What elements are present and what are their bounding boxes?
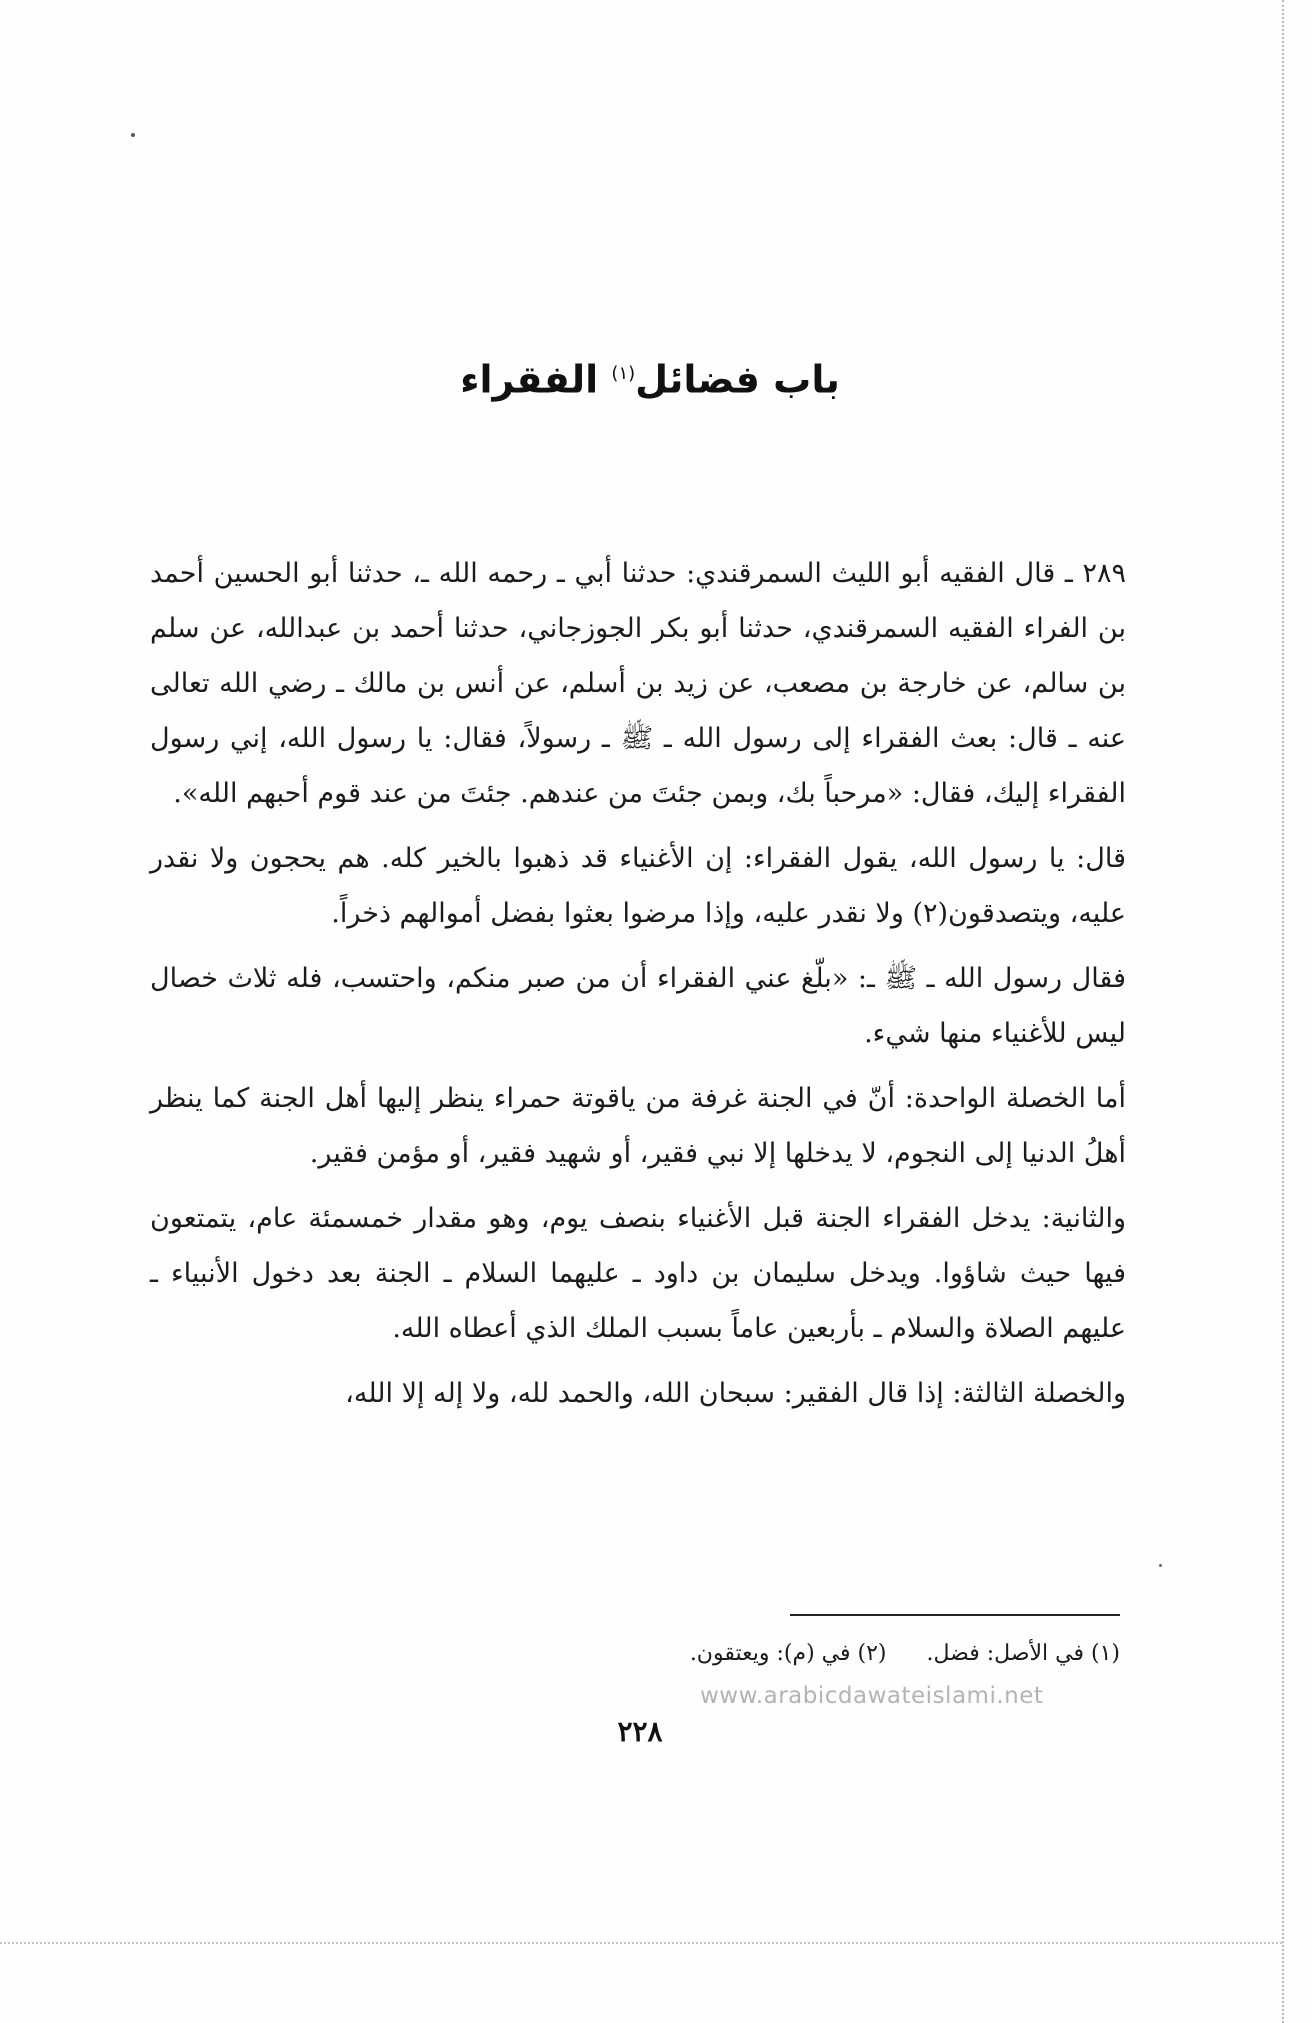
scan-edge-bottom [0,1942,1282,1944]
title-footnote-ref: (١) [611,363,636,384]
footnote: (١) في الأصل: فضل. [926,1641,1120,1666]
main-text [150,546,1126,1431]
watermark: www.arabicdawateislami.net [700,1683,1044,1709]
page-number: ٢٢٨ [617,1715,663,1748]
paragraph: فقال رسول الله ـ ﷺ ـ: «بلّغ عني الفقراء أن من صبر منكم، واحتسب، فله ثلاث خصال ليس للأغنياء منها شيء. [150,963,1126,1049]
chapter-title [150,346,1150,408]
paragraph: أما الخصلة الواحدة: أنّ في الجنة غرفة من ياقوتة حمراء ينظر إليها أهل الجنة كما ينظر أهلُ الدنيا إلى النجوم، لا يدخلها إلا نبي فقير، أو شهيد فقير، أو مؤمن فقير. [150,1083,1126,1169]
paragraph: قال: يا رسول الله، يقول الفقراء: إن الأغنياء قد ذهبوا بالخير كله. هم يحجون ولا نقدر عليه، ويتصدقون(٢) ولا نقدر عليه، وإذا مرضوا بعثوا بفضل أموالهم ذخراً. [150,843,1126,929]
chapter-title-text: باب فضائل [635,357,840,402]
footnote: (٢) في (م): ويعتقون. [689,1641,887,1666]
scan-edge-right [1282,0,1284,2023]
scan-speck [131,133,135,137]
footnote-separator [790,1614,1120,1616]
chapter-title-text-end: الفقراء [460,357,599,402]
paragraph: والثانية: يدخل الفقراء الجنة قبل الأغنياء بنصف يوم، وهو مقدار خمسمئة عام، يتمتعون فيها حيث شاؤوا. ويدخل سليمان بن داود ـ عليهما السلام ـ الجنة بعد دخول الأنبياء ـ عليهم الصلاة والسلام ـ بأربعين عاماً بسبب الملك الذي أعطاه الله. [150,1203,1126,1344]
scan-speck [1159,1564,1162,1567]
paragraph: ٢٨٩ ـ قال الفقيه أبو الليث السمرقندي: حدثنا أبي ـ رحمه الله ـ، حدثنا أبو الحسين أحمد بن الفراء الفقيه السمرقندي، حدثنا أبو بكر الجوزجاني، حدثنا أحمد بن عبدالله، عن سلم بن سالم، عن خارجة بن مصعب، عن زيد بن أسلم، عن أنس بن مالك ـ رضي الله تعالى عنه ـ قال: بعث الفقراء إلى رسول الله ـ ﷺ ـ رسولاً، فقال: يا رسول الله، إني رسول الفقراء إليك، فقال: «مرحباً بك، وبمن جئتَ من عندهم. جئتَ من عند قوم أحبهم الله». [150,558,1126,809]
footnotes [420,1636,1120,1672]
paragraph: والخصلة الثالثة: إذا قال الفقير: سبحان الله، والحمد لله، ولا إله إلا الله، [345,1378,1126,1409]
